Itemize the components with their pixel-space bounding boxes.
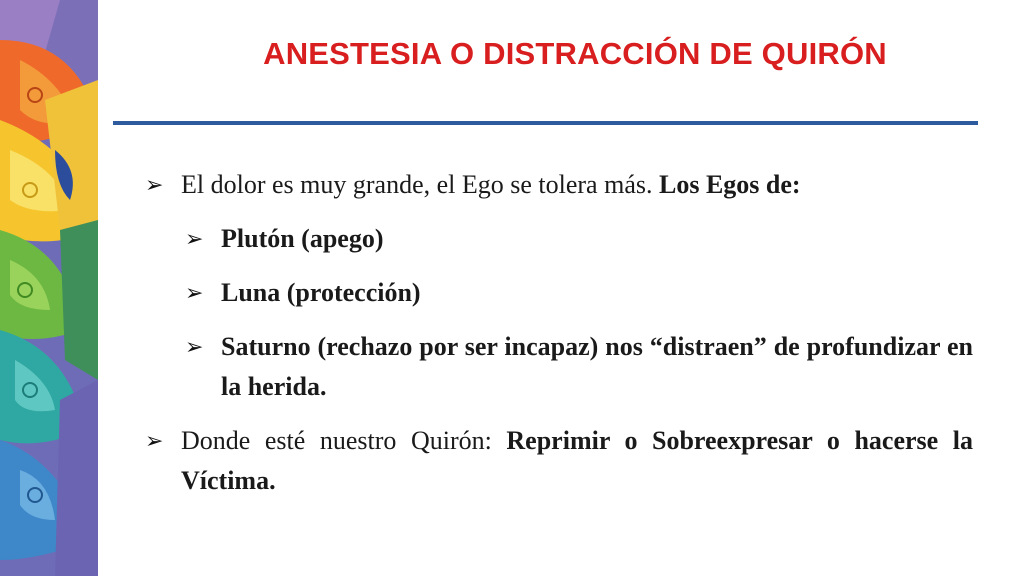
slide-title: ANESTESIA O DISTRACCIÓN DE QUIRÓN bbox=[263, 36, 887, 71]
bullet-text-bold: Plutón (apego) bbox=[221, 224, 384, 253]
bullet-text-bold: Los Egos de: bbox=[658, 170, 801, 199]
arrow-bullet-icon: ➢ bbox=[185, 226, 204, 251]
bullet-item bbox=[145, 327, 973, 407]
bullet-text bbox=[181, 421, 973, 501]
bullet-item bbox=[145, 421, 973, 501]
bullet-text-bold: Saturno (rechazo por ser incapaz) nos “distraen” de profundizar en la herida. bbox=[221, 332, 973, 401]
bullet-text-normal: Donde esté nuestro Quirón: bbox=[181, 426, 507, 455]
bullet-text-bold: Luna (protección) bbox=[221, 278, 421, 307]
arrow-bullet-icon: ➢ bbox=[145, 172, 164, 197]
arrow-bullet-icon: ➢ bbox=[185, 280, 204, 305]
bullet-text bbox=[181, 165, 973, 205]
title-divider bbox=[113, 121, 978, 125]
arrow-bullet-icon: ➢ bbox=[185, 334, 204, 359]
decorative-mandala-painting bbox=[0, 0, 98, 576]
bullet-text-normal: El dolor es muy grande, el Ego se tolera más. bbox=[181, 170, 659, 199]
bullet-text-bold: Reprimir o Sobreexpresar o hacerse la Víctima. bbox=[181, 426, 973, 495]
bullet-item bbox=[145, 219, 973, 259]
slide-body bbox=[145, 165, 973, 515]
arrow-bullet-icon: ➢ bbox=[145, 428, 164, 453]
bullet-item bbox=[145, 165, 973, 205]
bullet-item bbox=[145, 273, 973, 313]
